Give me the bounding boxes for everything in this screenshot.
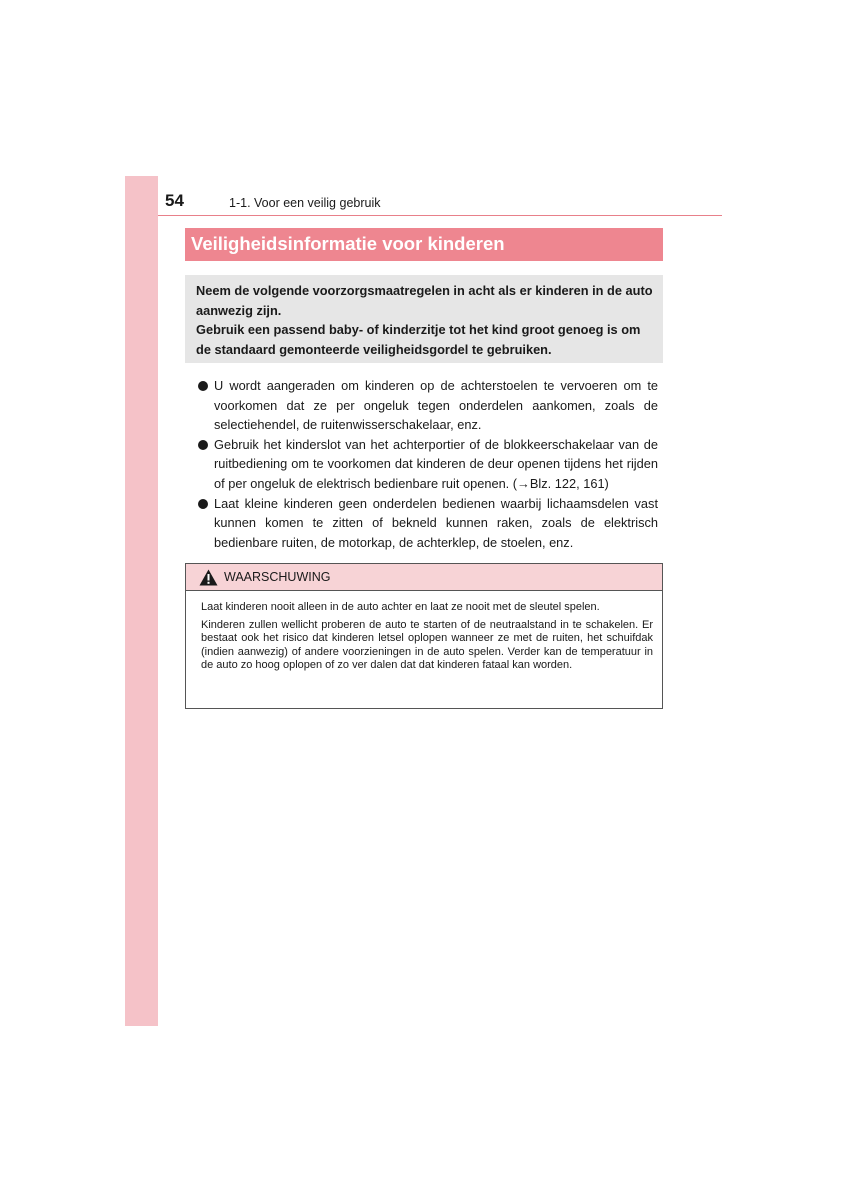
header-divider (158, 215, 722, 216)
warning-title: WAARSCHUWING (224, 570, 331, 584)
intro-box (185, 275, 663, 363)
bullet-list (196, 376, 658, 552)
intro-paragraph: Neem de volgende voorzorgsmaatregelen in acht als er kinderen in de auto aanwezig zijn. (196, 283, 653, 318)
bullet-icon (198, 499, 208, 509)
bullet-text: Laat kleine kinderen geen onderdelen bedienen waarbij lichaamsdelen vast kunnen komen te zitten of bekneld kunnen raken, zoals de elektrisch bedienbare ruiten, de motorkap, de achterklep, de stoelen, enz. (214, 495, 658, 550)
warning-body (186, 591, 662, 673)
bullet-icon (198, 381, 208, 391)
list-item (196, 376, 658, 435)
warning-paragraph: Kinderen zullen wellicht proberen de auto te starten of de neutraalstand in te schakelen. Er bestaat ook het risico dat kinderen letsel oplopen wanneer ze met de ruiten, het schuifdak (indien aanwezig) of andere voorzieningen in de auto spelen. Verder kan de temperatuur in de auto zo hoog oplopen of zo ver dalen dat dat kinderen fataal kan worden. (201, 618, 653, 672)
list-item (196, 494, 658, 553)
section-title: Veiligheidsinformatie voor kinderen (185, 228, 663, 261)
breadcrumb: 1-1. Voor een veilig gebruik (229, 196, 381, 210)
warning-triangle-icon (199, 569, 218, 586)
warning-paragraph: Laat kinderen nooit alleen in de auto achter en laat ze nooit met de sleutel spelen. (201, 601, 600, 613)
bullet-text: U wordt aangeraden om kinderen op de achterstoelen te vervoeren om te voorkomen dat ze per ongeluk tegen onderdelen aankomen, zoals de selectiehendel, de ruitenwisserschakelaar, enz. (214, 378, 658, 433)
side-color-band (125, 176, 158, 1026)
warning-header (186, 564, 662, 591)
page-number: 54 (165, 191, 184, 210)
bullet-icon (198, 440, 208, 450)
list-item (196, 435, 658, 494)
warning-box (185, 563, 663, 709)
intro-paragraph: Gebruik een passend baby- of kinderzitje tot het kind groot genoeg is om de standaard gemonteerde veiligheidsgordel te gebruiken. (196, 322, 641, 357)
bullet-text: Gebruik het kinderslot van het achterportier of de blokkeerschakelaar van de ruitbediening om te voorkomen dat kinderen de deur openen tijdens het rijden of per ongeluk de elektrisch bedienbare ruit openen. (→Blz. 122, 161) (214, 436, 658, 491)
